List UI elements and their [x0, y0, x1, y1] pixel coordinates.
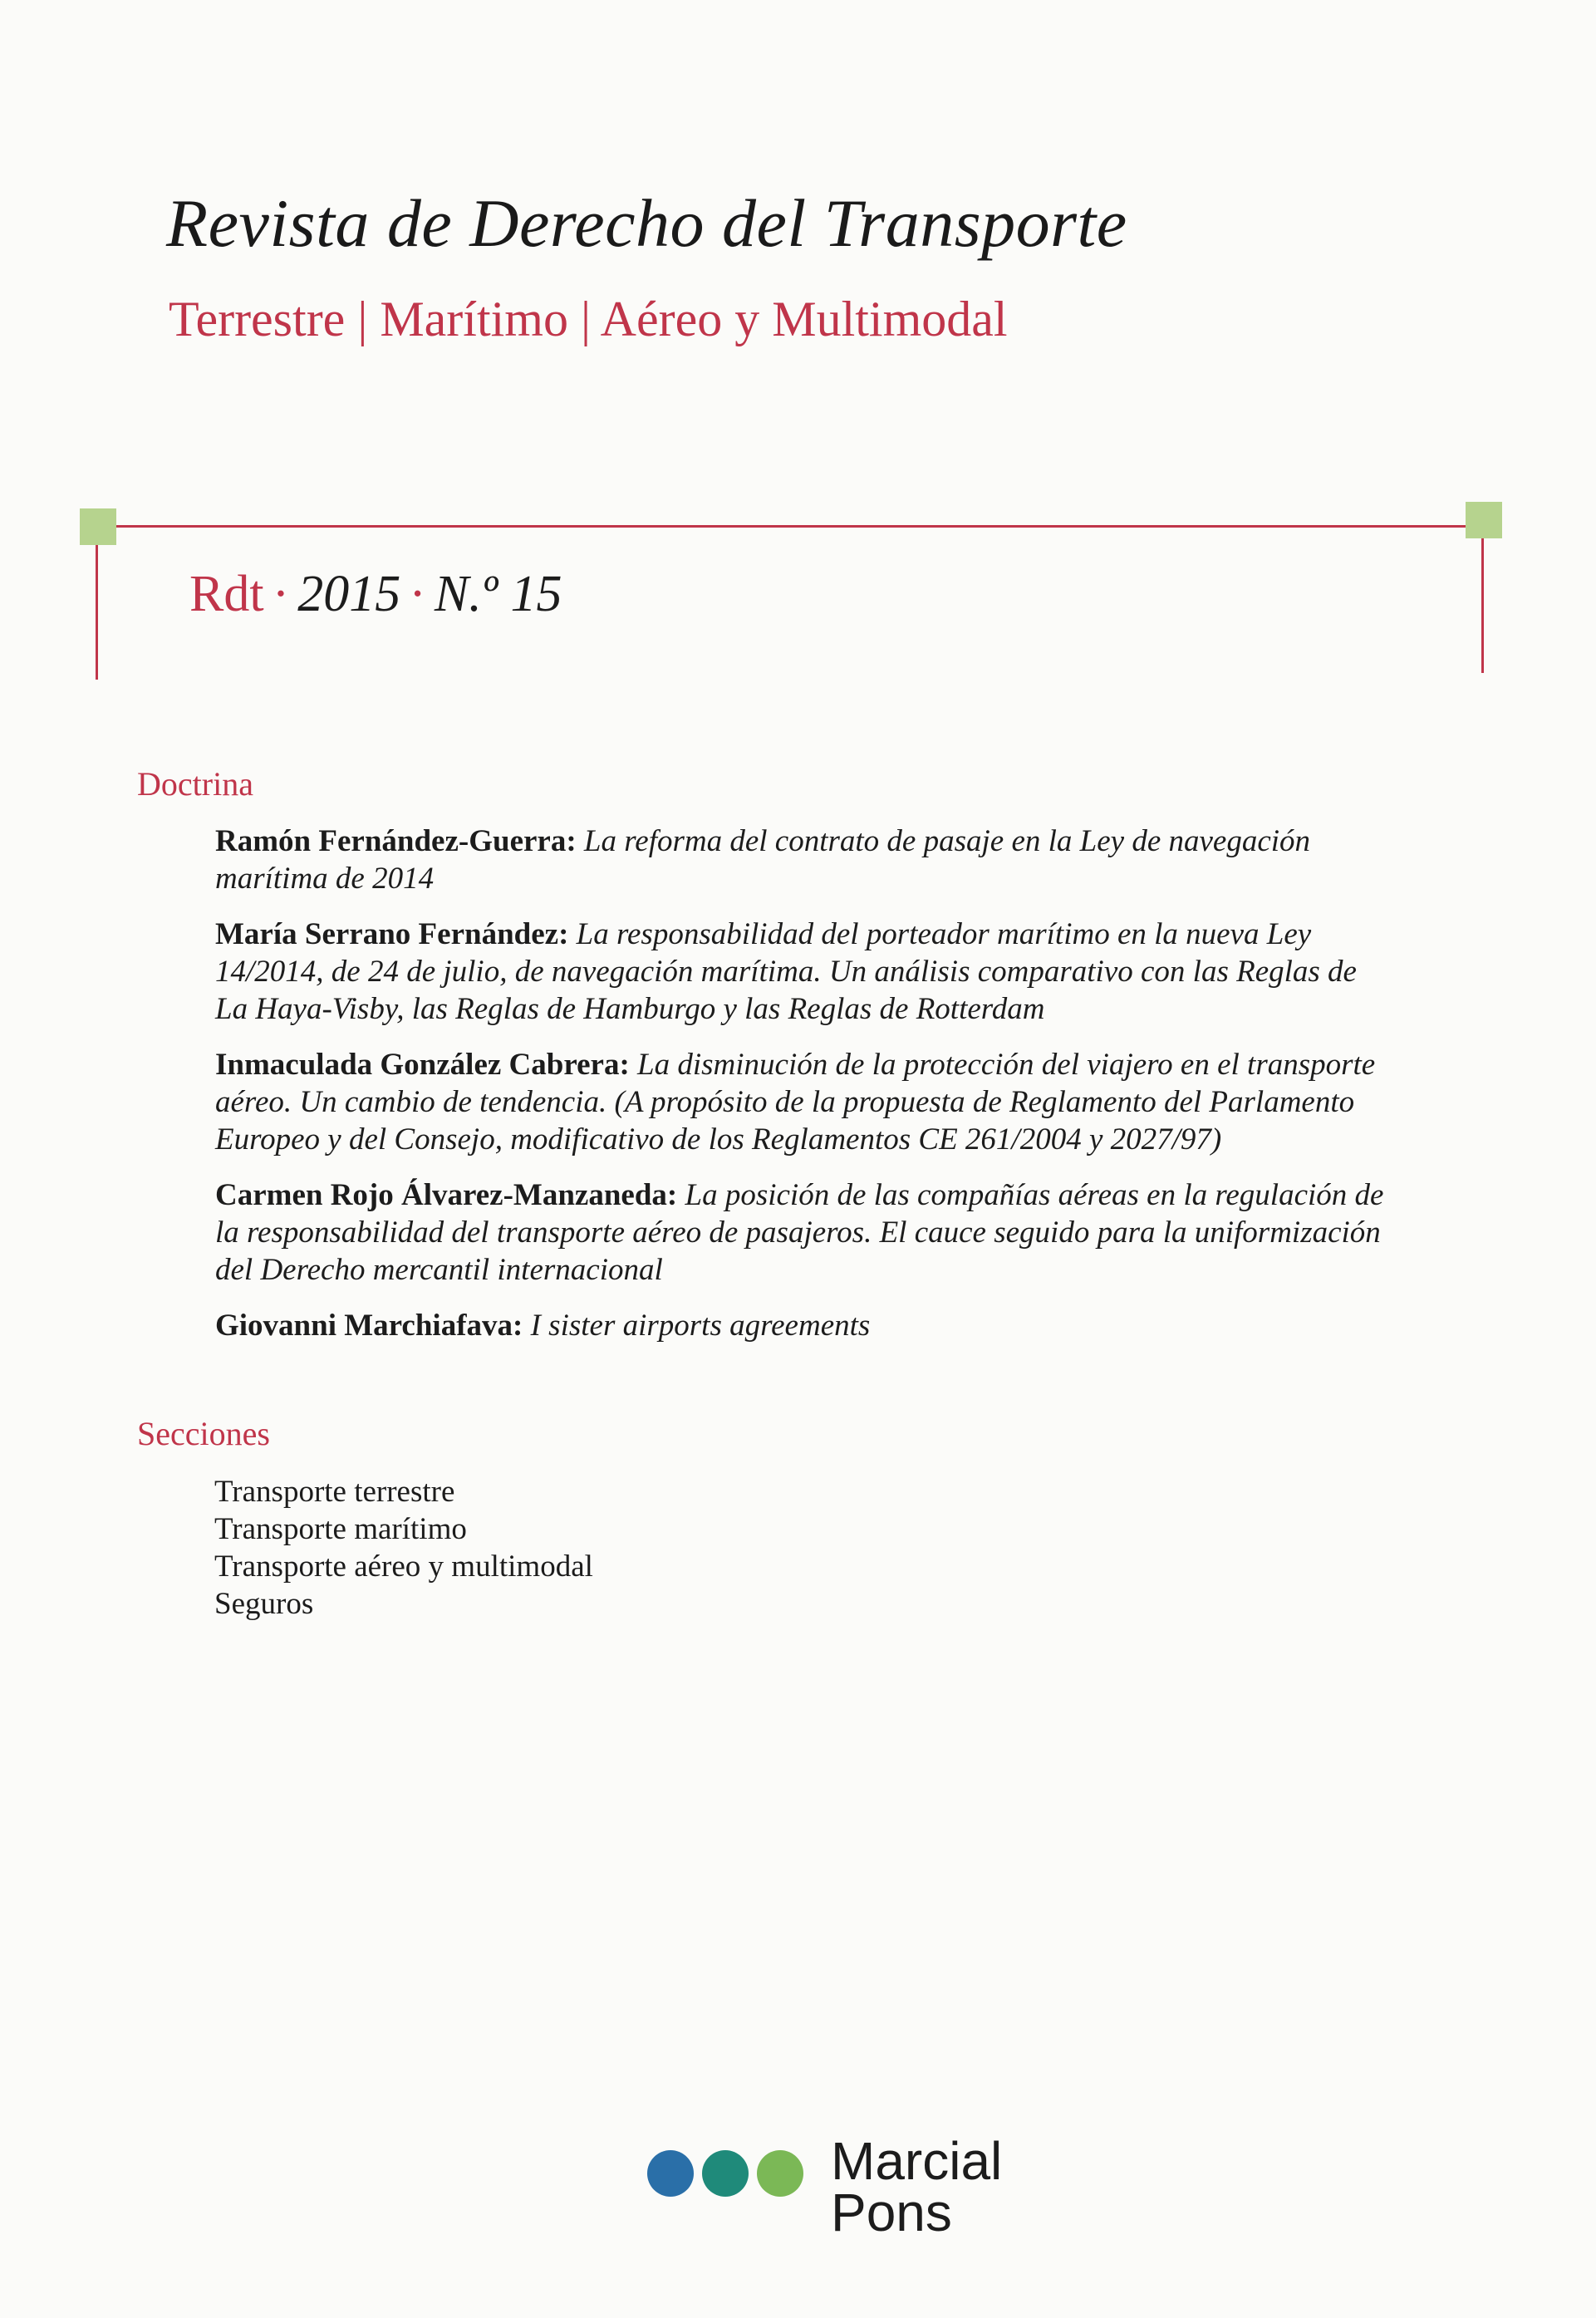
article-author: Carmen Rojo Álvarez-Manzaneda:	[215, 1178, 678, 1212]
frame-corner-square-right	[1466, 502, 1502, 538]
publisher-name-line1: Marcial	[831, 2131, 1003, 2191]
logo-circles-icon	[644, 2149, 810, 2198]
article-title: La reforma del contrato de pasaje en la Ley de navegación marítima de 2014	[215, 824, 1311, 896]
frame-right-rule	[1481, 525, 1484, 673]
journal-subtitle: Terrestre | Marítimo | Aéreo y Multimodal	[169, 292, 1008, 346]
article-author: Ramón Fernández-Guerra:	[215, 824, 577, 858]
doctrina-article-list	[215, 823, 1395, 1363]
article-entry	[215, 1176, 1395, 1289]
article-entry	[215, 1046, 1395, 1158]
publisher-name	[831, 2131, 1003, 2242]
issue-number: N.º 15	[434, 566, 562, 622]
issue-line	[189, 565, 562, 624]
frame-left-rule	[96, 525, 98, 680]
list-item: Transporte terrestre	[214, 1475, 455, 1509]
article-author: Giovanni Marchiafava:	[215, 1309, 523, 1343]
article-entry	[215, 823, 1395, 897]
article-title: La posición de las compañías aéreas en la regulación de la responsabilidad del transporte aéreo de pasajeros. El cauce seguido para la uniformización del Derecho mercantil internacional	[215, 1178, 1384, 1287]
journal-title: Revista de Derecho del Transporte	[166, 185, 1127, 261]
publisher-logo	[644, 2131, 1009, 2243]
article-author: Inmaculada González Cabrera:	[215, 1048, 630, 1082]
issue-abbr: Rdt	[189, 566, 264, 622]
frame-top-rule	[98, 525, 1484, 528]
publisher-name-line2: Pons	[831, 2183, 952, 2242]
list-item: Transporte marítimo	[214, 1512, 467, 1546]
secciones-list	[214, 1473, 593, 1623]
article-entry	[215, 1307, 1395, 1344]
issue-separator: ·	[409, 566, 426, 622]
article-title: I sister airports agreements	[530, 1309, 871, 1343]
article-entry	[215, 916, 1395, 1028]
issue-year: 2015	[297, 566, 401, 622]
secciones-heading: Secciones	[137, 1415, 270, 1452]
list-item: Seguros	[214, 1587, 314, 1621]
article-author: María Serrano Fernández:	[215, 917, 569, 951]
issue-separator: ·	[272, 566, 290, 622]
frame-corner-square-left	[80, 508, 116, 545]
list-item: Transporte aéreo y multimodal	[214, 1549, 593, 1584]
article-title: La responsabilidad del porteador marítimo en la nueva Ley 14/2014, de 24 de julio, de navegación marítima. Un análisis comparativo con las Reglas de La Haya-Visby, las Reglas de Hamburgo y las Reglas de Rotterdam	[215, 917, 1357, 1026]
doctrina-heading: Doctrina	[137, 765, 253, 803]
article-title: La disminución de la protección del viajero en el transporte aéreo. Un cambio de tendencia. (A propósito de la propuesta de Reglamento del Parlamento Europeo y del Consejo, modificativo de los Reglamentos CE 261/2004 y 2027/97)	[215, 1048, 1376, 1157]
